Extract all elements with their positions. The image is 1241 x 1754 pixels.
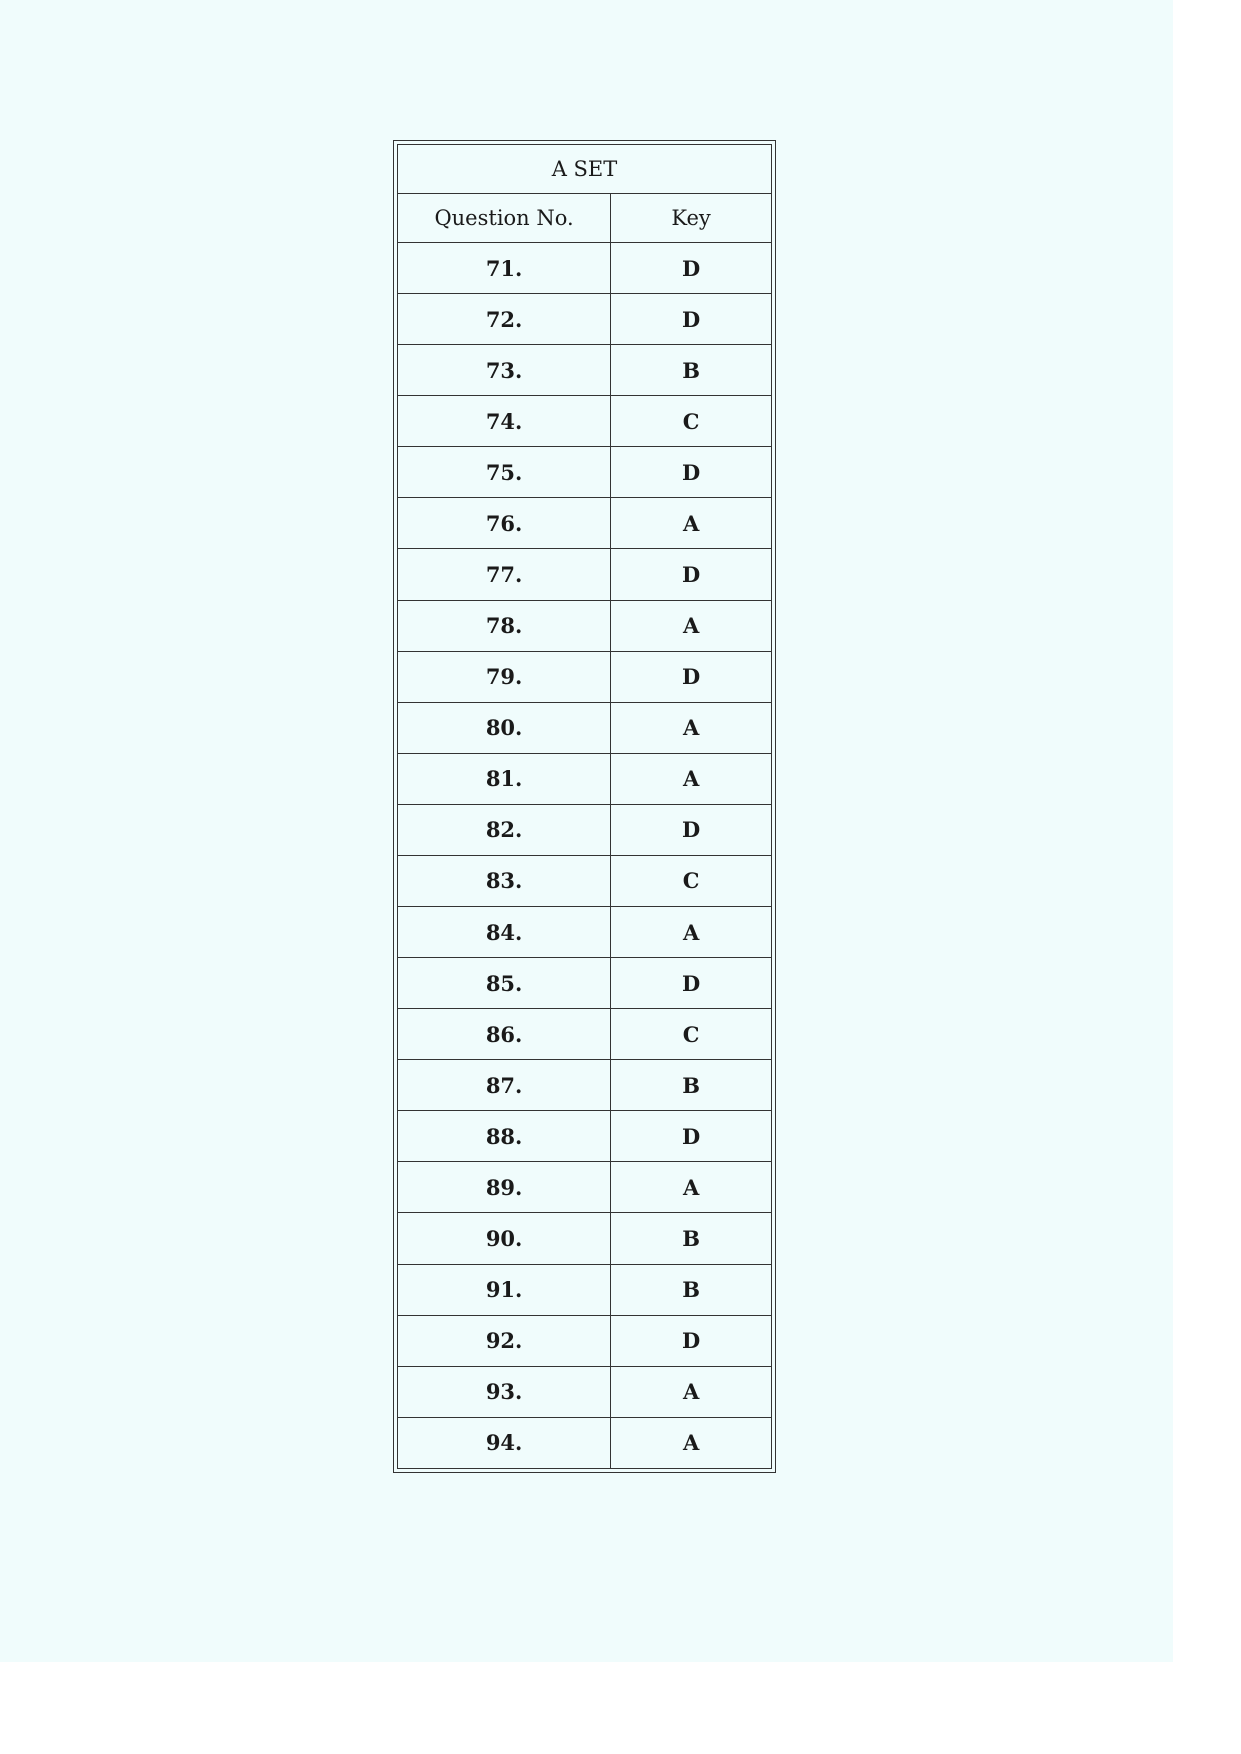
- table-row: [398, 1315, 772, 1366]
- answer-key-table: [397, 144, 772, 1469]
- question-number: 74.: [398, 396, 611, 447]
- answer-key: C: [611, 396, 772, 447]
- question-number: 91.: [398, 1264, 611, 1315]
- question-number: 94.: [398, 1417, 611, 1468]
- question-number: 85.: [398, 958, 611, 1009]
- table-row: [398, 1417, 772, 1468]
- answer-key: A: [611, 907, 772, 958]
- answer-key: B: [611, 1213, 772, 1264]
- question-no-header: Question No.: [398, 194, 611, 243]
- table-row: [398, 498, 772, 549]
- table-row: [398, 1009, 772, 1060]
- table-row: [398, 1111, 772, 1162]
- question-number: 89.: [398, 1162, 611, 1213]
- answer-key: D: [611, 294, 772, 345]
- table-row: [398, 804, 772, 855]
- question-number: 83.: [398, 855, 611, 906]
- answer-rows: [398, 243, 772, 1469]
- table-row: [398, 1366, 772, 1417]
- question-number: 77.: [398, 549, 611, 600]
- answer-key: C: [611, 855, 772, 906]
- table-row: [398, 549, 772, 600]
- answer-key: A: [611, 753, 772, 804]
- answer-key-frame: [393, 140, 776, 1473]
- table-row: [398, 958, 772, 1009]
- question-number: 88.: [398, 1111, 611, 1162]
- answer-key: D: [611, 1315, 772, 1366]
- question-number: 82.: [398, 804, 611, 855]
- answer-key: D: [611, 447, 772, 498]
- question-number: 87.: [398, 1060, 611, 1111]
- table-row: [398, 243, 772, 294]
- table-row: [398, 1213, 772, 1264]
- answer-key: A: [611, 600, 772, 651]
- table-row: [398, 600, 772, 651]
- answer-key: D: [611, 243, 772, 294]
- answer-key: D: [611, 651, 772, 702]
- answer-key: A: [611, 498, 772, 549]
- header-row: [398, 194, 772, 243]
- answer-key: A: [611, 702, 772, 753]
- question-number: 90.: [398, 1213, 611, 1264]
- table-row: [398, 651, 772, 702]
- answer-key: D: [611, 549, 772, 600]
- table-row: [398, 1264, 772, 1315]
- answer-key: B: [611, 1264, 772, 1315]
- set-title: A SET: [398, 145, 772, 194]
- answer-key: A: [611, 1417, 772, 1468]
- question-number: 80.: [398, 702, 611, 753]
- table-row: [398, 702, 772, 753]
- question-number: 75.: [398, 447, 611, 498]
- table-row: [398, 1060, 772, 1111]
- question-number: 79.: [398, 651, 611, 702]
- question-number: 76.: [398, 498, 611, 549]
- question-number: 86.: [398, 1009, 611, 1060]
- key-header: Key: [611, 194, 772, 243]
- answer-key: D: [611, 1111, 772, 1162]
- table-row: [398, 396, 772, 447]
- question-number: 84.: [398, 907, 611, 958]
- question-number: 78.: [398, 600, 611, 651]
- table-row: [398, 907, 772, 958]
- question-number: 81.: [398, 753, 611, 804]
- question-number: 92.: [398, 1315, 611, 1366]
- question-number: 72.: [398, 294, 611, 345]
- question-number: 71.: [398, 243, 611, 294]
- set-title-row: [398, 145, 772, 194]
- answer-key: D: [611, 804, 772, 855]
- table-row: [398, 345, 772, 396]
- question-number: 73.: [398, 345, 611, 396]
- question-number: 93.: [398, 1366, 611, 1417]
- answer-key: D: [611, 958, 772, 1009]
- table-row: [398, 447, 772, 498]
- table-row: [398, 294, 772, 345]
- answer-key: C: [611, 1009, 772, 1060]
- answer-key: B: [611, 1060, 772, 1111]
- answer-key: A: [611, 1162, 772, 1213]
- answer-key: A: [611, 1366, 772, 1417]
- table-row: [398, 1162, 772, 1213]
- answer-key: B: [611, 345, 772, 396]
- table-row: [398, 753, 772, 804]
- table-row: [398, 855, 772, 906]
